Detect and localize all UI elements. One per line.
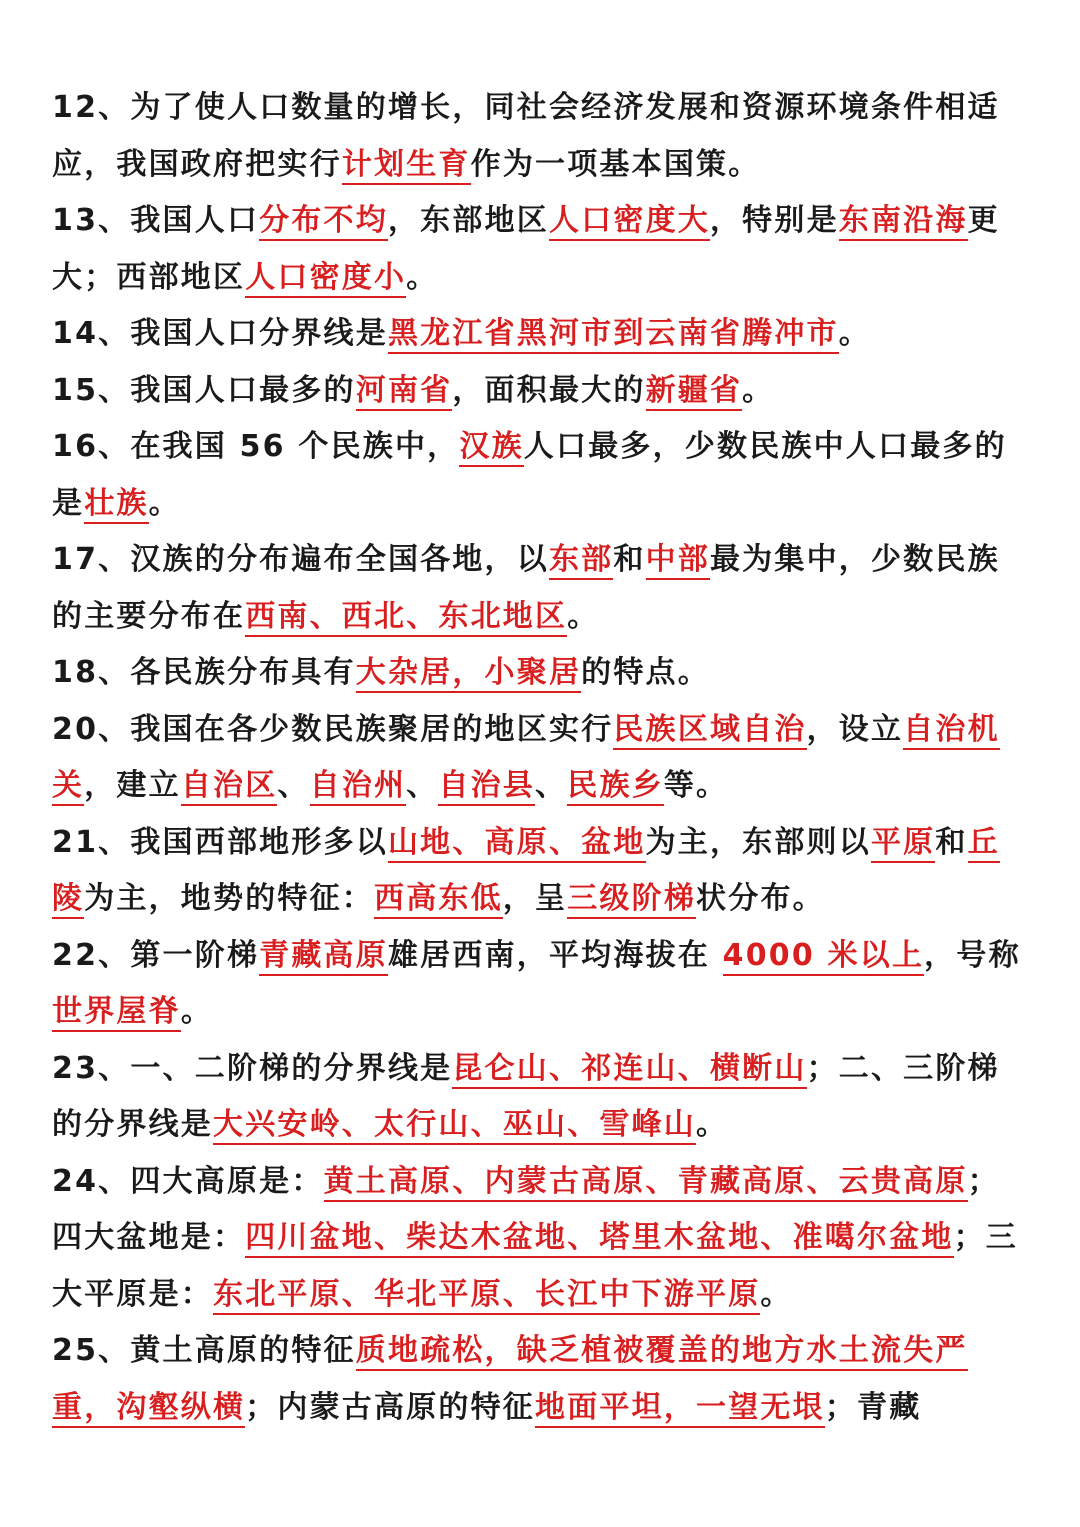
item-17	[52, 532, 1030, 645]
answer-text: 山地、高原、盆地	[388, 825, 646, 863]
question-text: ，面积最大的	[452, 372, 646, 408]
question-text: 和	[613, 542, 646, 577]
answer-text: 昆仑山、祁连山、横断山	[452, 1051, 806, 1089]
answer-text: 东南沿海	[839, 203, 968, 241]
question-text: 更大；西部地区	[52, 203, 1000, 295]
question-text: 。	[406, 259, 439, 295]
answer-text: 西南、西北、东北地区	[245, 599, 567, 637]
answer-text: 计划生育	[342, 147, 471, 185]
question-text: 21、我国西部地形多以	[52, 824, 388, 860]
answer-text: 平原	[871, 825, 935, 863]
question-text: 23、一、二阶梯的分界线是	[52, 1050, 453, 1086]
question-text: 、	[406, 768, 439, 803]
answer-text: 汉族	[459, 429, 523, 467]
question-text: 状分布。	[696, 881, 825, 916]
answer-text: 黄土高原、内蒙古高原、青藏高原、云贵高原	[324, 1164, 968, 1202]
item-18	[52, 645, 1030, 702]
question-text: 、	[535, 768, 568, 803]
item-20	[52, 702, 1030, 815]
question-text: 雄居西南，平均海拔在	[387, 937, 723, 973]
question-text: 。	[760, 1276, 793, 1312]
item-22	[52, 928, 1030, 1041]
answer-text: 自治区	[181, 768, 278, 806]
answer-text: 东北平原、华北平原、长江中下游平原	[213, 1277, 760, 1315]
question-text: 为主，东部则以	[645, 824, 871, 860]
answer-text: 新疆省	[646, 373, 743, 411]
question-text: 和	[935, 824, 968, 860]
question-text: ；三大平原是：	[52, 1220, 1019, 1312]
question-text: 14、我国人口分界线是	[52, 316, 388, 351]
answer-text: 地面平坦，一望无垠	[535, 1390, 825, 1428]
answer-text: 人口密度大	[549, 203, 710, 241]
question-text: 22、第一阶梯	[52, 937, 260, 973]
question-text: 15、我国人口最多的	[52, 372, 356, 408]
question-text: 、	[277, 768, 310, 803]
question-text: 等。	[663, 768, 729, 803]
question-text: 20、我国在各少数民族聚居的地区实行	[52, 711, 614, 747]
item-14	[52, 306, 1030, 363]
question-text: 。	[180, 994, 214, 1029]
answer-text: 西高东低	[374, 881, 503, 919]
answer-text: 大杂居，小聚居	[356, 655, 581, 693]
answer-text: 人口密度小	[245, 260, 406, 298]
question-text: 17、汉族的分布遍布全国各地，以	[52, 542, 549, 577]
question-text: 。	[742, 372, 775, 408]
question-text: ，东部地区	[387, 203, 549, 238]
question-text: ，设立	[806, 711, 904, 747]
question-text: ；内蒙古高原的特征	[245, 1389, 536, 1425]
item-25	[52, 1323, 1030, 1436]
question-text: ；青藏	[824, 1389, 922, 1425]
item-15	[52, 363, 1030, 420]
question-text: ，建立	[84, 768, 181, 803]
answer-text: 自治州	[310, 768, 407, 806]
answer-text: 中部	[646, 542, 710, 580]
question-text: 的特点。	[581, 655, 710, 690]
question-text: 16、在我国 56 个民族中，	[52, 429, 460, 464]
question-text: 作为一项基本国策。	[470, 146, 761, 182]
question-text: 18、各民族分布具有	[52, 655, 356, 690]
question-text: 25、黄土高原的特征	[52, 1333, 356, 1368]
answer-text: 民族区域自治	[613, 712, 806, 750]
answer-text: 东部	[549, 542, 613, 580]
question-text: 。	[567, 598, 600, 634]
answer-text: 分布不均	[259, 203, 388, 241]
item-13	[52, 193, 1030, 306]
item-23	[52, 1041, 1030, 1154]
question-text: ；四大盆地是：	[52, 1163, 1000, 1255]
question-text: 。	[838, 316, 871, 351]
answer-text: 河南省	[356, 373, 453, 411]
question-text: 。	[148, 485, 181, 521]
question-text: 最为集中，少数民族的主要分布在	[52, 542, 1000, 634]
answer-text: 质地疏松，缺乏植被覆盖的地方水土流失严重，沟壑纵横	[52, 1333, 968, 1428]
item-12	[52, 80, 1030, 193]
answer-text: 民族乡	[567, 768, 664, 806]
question-text: ；二、三阶梯的分界线是	[52, 1050, 1000, 1142]
answer-text: 三级阶梯	[567, 881, 696, 919]
question-text: 12、为了使人口数量的增长，同社会经济发展和资源环境条件相适应，我国政府把实行	[52, 90, 1000, 182]
answer-text: 丘陵	[52, 825, 1000, 920]
question-text: 24、四大高原是：	[52, 1163, 324, 1199]
question-text: ，呈	[502, 881, 568, 916]
item-24	[52, 1154, 1030, 1324]
answer-text: 四川盆地、柴达木盆地、塔里木盆地、准噶尔盆地	[245, 1220, 953, 1258]
answer-text: 自治县	[438, 768, 535, 806]
answer-text: 自治机关	[52, 712, 1000, 807]
question-text: 13、我国人口	[52, 203, 260, 238]
answer-text: 世界屋脊	[52, 994, 181, 1032]
answer-text: 大兴安岭、太行山、巫山、雪峰山	[213, 1107, 696, 1145]
question-text: 。	[696, 1107, 729, 1142]
question-text: ，号称	[924, 937, 1021, 973]
question-text: 人口最多，少数民族中人口最多的是	[52, 429, 1007, 521]
answer-text: 青藏高原	[259, 938, 388, 976]
answer-text: 4000 米以上	[723, 938, 925, 976]
question-text: ，特别是	[709, 203, 839, 238]
item-16	[52, 419, 1030, 532]
answer-text: 黑龙江省黑河市到云南省腾冲市	[388, 316, 839, 354]
question-text: 为主，地势的特征：	[84, 881, 375, 916]
answer-text: 壮族	[84, 486, 148, 524]
item-21	[52, 815, 1030, 928]
